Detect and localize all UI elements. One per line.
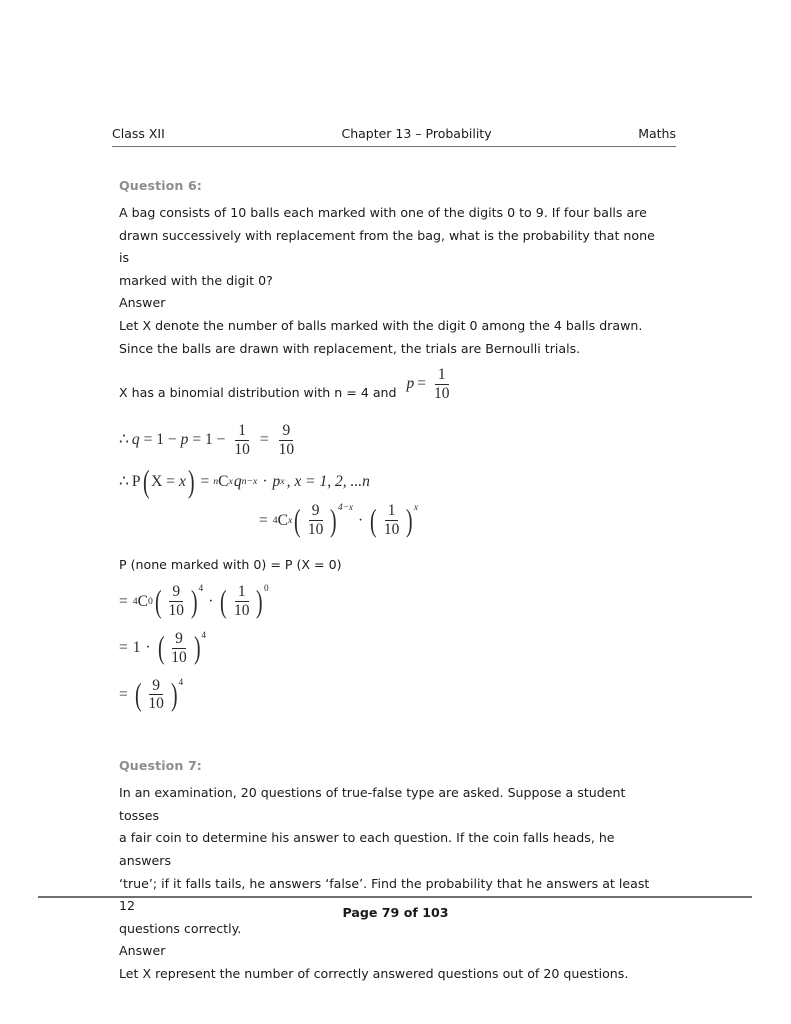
math-equals: = [119,592,128,610]
math-line-step-3-final [119,678,664,713]
group-nine-tenths-power [133,678,183,713]
probability-symbol: P [131,473,141,491]
variable-q: q [233,473,242,491]
fraction-1-over-10 [231,423,253,458]
math-line-pmf-general: ∴ P ( X = x ) = n C x q n−x · p x , x = 1, 2, ...n [119,464,370,500]
paren-open: ( [154,583,162,619]
math-line-pmf-expanded: = 4 C x ( $\frac{9}{10}$ ) 4−x · ( $\frac{1}{10}$ ) x [259,502,419,539]
therefore-symbol: ∴ [119,430,129,448]
math-p-value [407,367,455,402]
question-6-heading: Question 6: [119,178,202,193]
fraction-numerator: 1 [435,367,449,385]
footer-divider [38,896,752,898]
question-7-answer-body [119,963,664,986]
fraction-numerator: 9 [169,584,183,602]
math-equals-2: = [200,473,210,491]
paren-open: ( [294,502,301,538]
fraction-9-over-10 [276,423,298,458]
paren-open: ( [142,464,150,500]
fraction-denominator: 10 [171,648,187,666]
question-7-text-line-1: In an examination, 20 questions of true-false type are asked. Suppose a student tosses [119,785,626,823]
fraction-denominator: 10 [434,384,450,402]
question-6-text-line-3: marked with the digit 0? [119,272,273,288]
question-6-text-line-2: drawn successively with replacement from the bag, what is the probability that none is [119,227,655,266]
fraction-numerator: 9 [279,423,293,441]
paren-open: ( [370,502,377,538]
fraction-1-over-10 [231,584,253,619]
variable-p: p [272,473,281,491]
question-6-text [119,202,664,292]
math-equals: = [259,511,268,529]
fraction-9-over-10 [165,584,187,619]
multiplication-dot: · [358,511,364,529]
question-7-text-line-3: ‘true’; if it falls tails, he answers ‘false’. Find the probability that he answers at least 12 [119,875,650,914]
math-line-q-complement [119,423,664,458]
multiplication-dot: · [208,592,214,610]
group-nine-tenths-power [156,631,206,666]
math-symbol-q: q [131,430,140,448]
math-equals: = [119,639,128,657]
therefore-symbol: ∴ [119,473,129,491]
math-symbol-p: p [406,375,415,393]
exponent-4: 4 [201,630,207,641]
math-symbol-p-2: p [180,430,189,448]
math-eq-1: = 1 − [143,430,177,448]
question-7-heading: Question 7: [119,758,202,774]
question-7-text-line-2: a fair coin to determine his answer to each question. If the coin falls heads, he answers [119,830,615,868]
exponent-4: 4 [198,584,204,595]
fraction-denominator: 10 [307,521,324,539]
combination-C: C [218,473,229,491]
fraction-1-over-10 [381,503,403,538]
fraction-denominator: 10 [234,440,250,458]
math-eq-3: = [259,430,269,448]
fraction-one-tenth [431,367,453,402]
footer-page-number: Page 79 of 103 [342,905,449,920]
answer-6-line-2: Since the balls are drawn with replacement, the trials are Bernoulli trials. [119,340,581,356]
question-6-answer-label: Answer [119,295,166,311]
paren-close: ) [190,583,198,619]
header-chapter-title: Chapter 13 – Probability [341,126,492,141]
math-eq-2: = 1 − [192,430,226,448]
exponent-0: 0 [264,584,269,595]
fraction-denominator: 10 [383,521,400,539]
pmf-range-tail: , x = 1, 2, ...n [286,473,370,491]
fraction-numerator: 1 [385,503,399,521]
numeral-one: 1 [132,639,141,657]
fraction-numerator: 1 [235,584,249,602]
question-6-answer-body [119,315,664,360]
binomial-lead-text: X has a binomial distribution with n = 4 and [119,385,397,401]
paren-close: ) [406,502,413,538]
fraction-denominator: 10 [148,695,164,713]
paren-close: ) [187,464,195,500]
fraction-9-over-10 [305,503,327,538]
paren-close: ) [170,676,178,712]
fraction-numerator: 9 [149,678,163,696]
fraction-denominator: 10 [168,602,184,620]
paren-open: ( [220,583,227,619]
math-equals: = [119,685,128,703]
combination-C: C [137,592,148,610]
group-one-tenth-power [368,503,418,538]
fraction-numerator: 9 [309,503,323,521]
answer-6-line-1: Let X denote the number of balls marked with the digit 0 among the 4 balls drawn. [119,317,643,333]
exponent-4-minus-x: 4−x [337,503,354,514]
paren-open: ( [134,676,142,712]
fraction-9-over-10 [168,631,190,666]
combination-C: C [277,511,288,529]
exponent-4: 4 [178,677,184,688]
group-one-tenth-power [218,584,268,619]
question-6-text-line-1: A bag consists of 10 balls each marked with one of the digits 0 to 9. If four balls are [119,205,647,220]
multiplication-dot: · [262,473,268,491]
paren-close: ) [330,502,337,538]
variable-x: x [179,473,186,491]
math-equals: = [417,375,427,393]
math-line-step-2 [119,631,664,666]
question-7-answer-label: Answer [119,943,166,959]
fraction-denominator: 10 [233,602,250,620]
question-7-text-line-4: questions correctly. [119,920,242,936]
answer-7-line-1: Let X represent the number of correctly answered questions out of 20 questions. [119,965,629,981]
multiplication-dot: · [145,639,151,657]
math-line-step-1: = 4 C 0 ( $\frac{9}{10}$ ) 4 · ( $\frac{1}{10}$ ) 0 [119,583,269,620]
header-class-label: Class XII [112,126,165,141]
fraction-numerator: 9 [172,631,186,649]
header-subject-label: Maths [638,126,676,141]
paren-open: ( [157,630,165,666]
fraction-denominator: 10 [278,440,295,458]
fraction-9-over-10 [145,678,167,713]
paren-close: ) [193,630,201,666]
fraction-numerator: 1 [235,423,249,441]
group-nine-tenths-power [153,584,203,619]
exponent-x: x [413,503,419,514]
p-none-marked-label: P (none marked with 0) = P (X = 0) [119,556,342,572]
math-equals: = [166,473,176,491]
paren-close: ) [256,583,264,619]
random-variable-X: X [151,473,163,491]
running-header [112,126,676,147]
page-content [119,178,664,986]
group-nine-tenths-power [292,503,353,538]
binomial-distribution-line [119,366,664,411]
